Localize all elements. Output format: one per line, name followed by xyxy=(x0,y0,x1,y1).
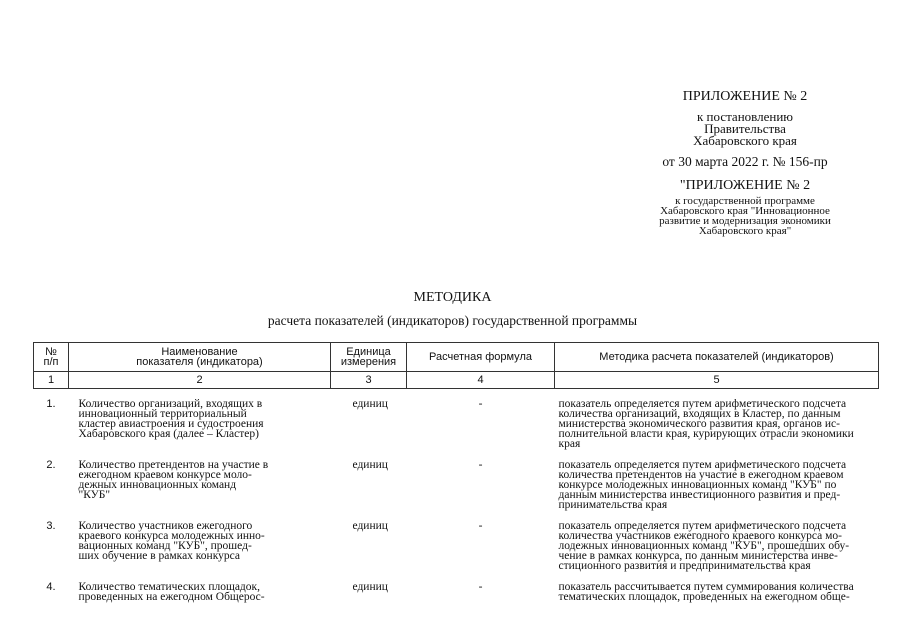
column-number: 2 xyxy=(69,372,331,389)
indicators-table xyxy=(33,342,879,602)
program-appendix-number: "ПРИЛОЖЕНИЕ № 2 xyxy=(679,178,811,193)
program-line: развитие и модернизация экономики xyxy=(659,215,831,227)
unit-cell: единиц xyxy=(352,520,388,532)
column-numbers-row xyxy=(34,372,879,389)
resolution-date: от 30 марта 2022 г. № 156-пр xyxy=(662,154,828,169)
program-line: Хабаровского края "Инновационное xyxy=(660,205,830,217)
column-header-formula: Расчетная формула xyxy=(407,343,555,372)
column-number: 1 xyxy=(34,372,69,389)
table-header-row xyxy=(34,343,879,372)
table-row xyxy=(34,389,879,450)
resolution-line: к постановлению xyxy=(696,109,794,124)
method-cell: показатель рассчитывается путем суммирования количества тематических площадок, проведенных на ежегодном обще- xyxy=(558,581,854,603)
column-number: 3 xyxy=(331,372,407,389)
program-line: Хабаровского края" xyxy=(698,225,792,237)
formula-cell: - xyxy=(478,459,483,471)
column-number: 4 xyxy=(407,372,555,389)
resolution-reference xyxy=(600,111,890,147)
unit-cell: единиц xyxy=(352,398,388,410)
unit-cell: единиц xyxy=(352,581,388,593)
indicator-name: Количество претендентов на участие в ежегодном краевом конкурсе моло- дежных инновационных команд "КУБ" xyxy=(78,459,269,501)
appendix-number: ПРИЛОЖЕНИЕ № 2 xyxy=(682,89,808,104)
unit-cell: единиц xyxy=(352,459,388,471)
program-reference xyxy=(600,196,890,236)
formula-cell: - xyxy=(478,581,483,593)
document-title: МЕТОДИКА xyxy=(413,290,492,305)
column-header-method: Методика расчета показателей (индикаторов) xyxy=(555,343,879,372)
column-header-number: № п/п xyxy=(34,343,69,372)
indicator-name: Количество тематических площадок, проведенных на ежегодном Общерос- xyxy=(78,581,265,603)
table-row xyxy=(34,460,879,510)
table-row xyxy=(34,521,879,571)
method-cell: показатель определяется путем арифметического подсчета количества участников ежегодного краевого конкурса мо- лодежных инновационных команд "КУБ", прошедших обу- чение в рамках конкурса, по данным министерства инве- стиционного развития и предпринимательства края xyxy=(558,520,850,572)
appendix-header xyxy=(600,89,890,236)
row-number: 4. xyxy=(46,581,56,593)
indicator-name: Количество организаций, входящих в инновационный территориальный кластер авиастроения и судостроения Хабаровского края (далее – Кластер) xyxy=(78,398,264,440)
resolution-line: Хабаровского края xyxy=(693,133,797,148)
resolution-line: Правительства xyxy=(704,121,786,136)
formula-cell: - xyxy=(478,398,483,410)
method-cell: показатель определяется путем арифметического подсчета количества претендентов на участие в ежегодном краевом конкурсе молодежных инновационных команд "КУБ" по данным министерства инвестиционного развития и пред- принимательства края xyxy=(558,459,847,511)
indicator-name: Количество участников ежегодного краевого конкурса молодежных инно- вационных команд "КУБ", прошед- ших обучение в рамках конкурса xyxy=(78,520,265,562)
column-header-unit: Единица измерения xyxy=(331,343,407,372)
method-cell: показатель определяется путем арифметического подсчета количества организаций, входящих в Кластер, по данным министерства экономического развития края, органов ис- полнительной власти края, курирующих отрасли экономики края xyxy=(558,398,854,450)
formula-cell: - xyxy=(478,520,483,532)
column-header-name: Наименование показателя (индикатора) xyxy=(69,343,331,372)
row-number: 2. xyxy=(46,459,56,471)
program-line: к государственной программе xyxy=(675,195,815,207)
row-number: 3. xyxy=(46,520,56,532)
row-number: 1. xyxy=(46,398,56,410)
document-subtitle: расчета показателей (индикаторов) государственной программы xyxy=(267,313,638,328)
column-number: 5 xyxy=(555,372,879,389)
table-row xyxy=(34,582,879,602)
